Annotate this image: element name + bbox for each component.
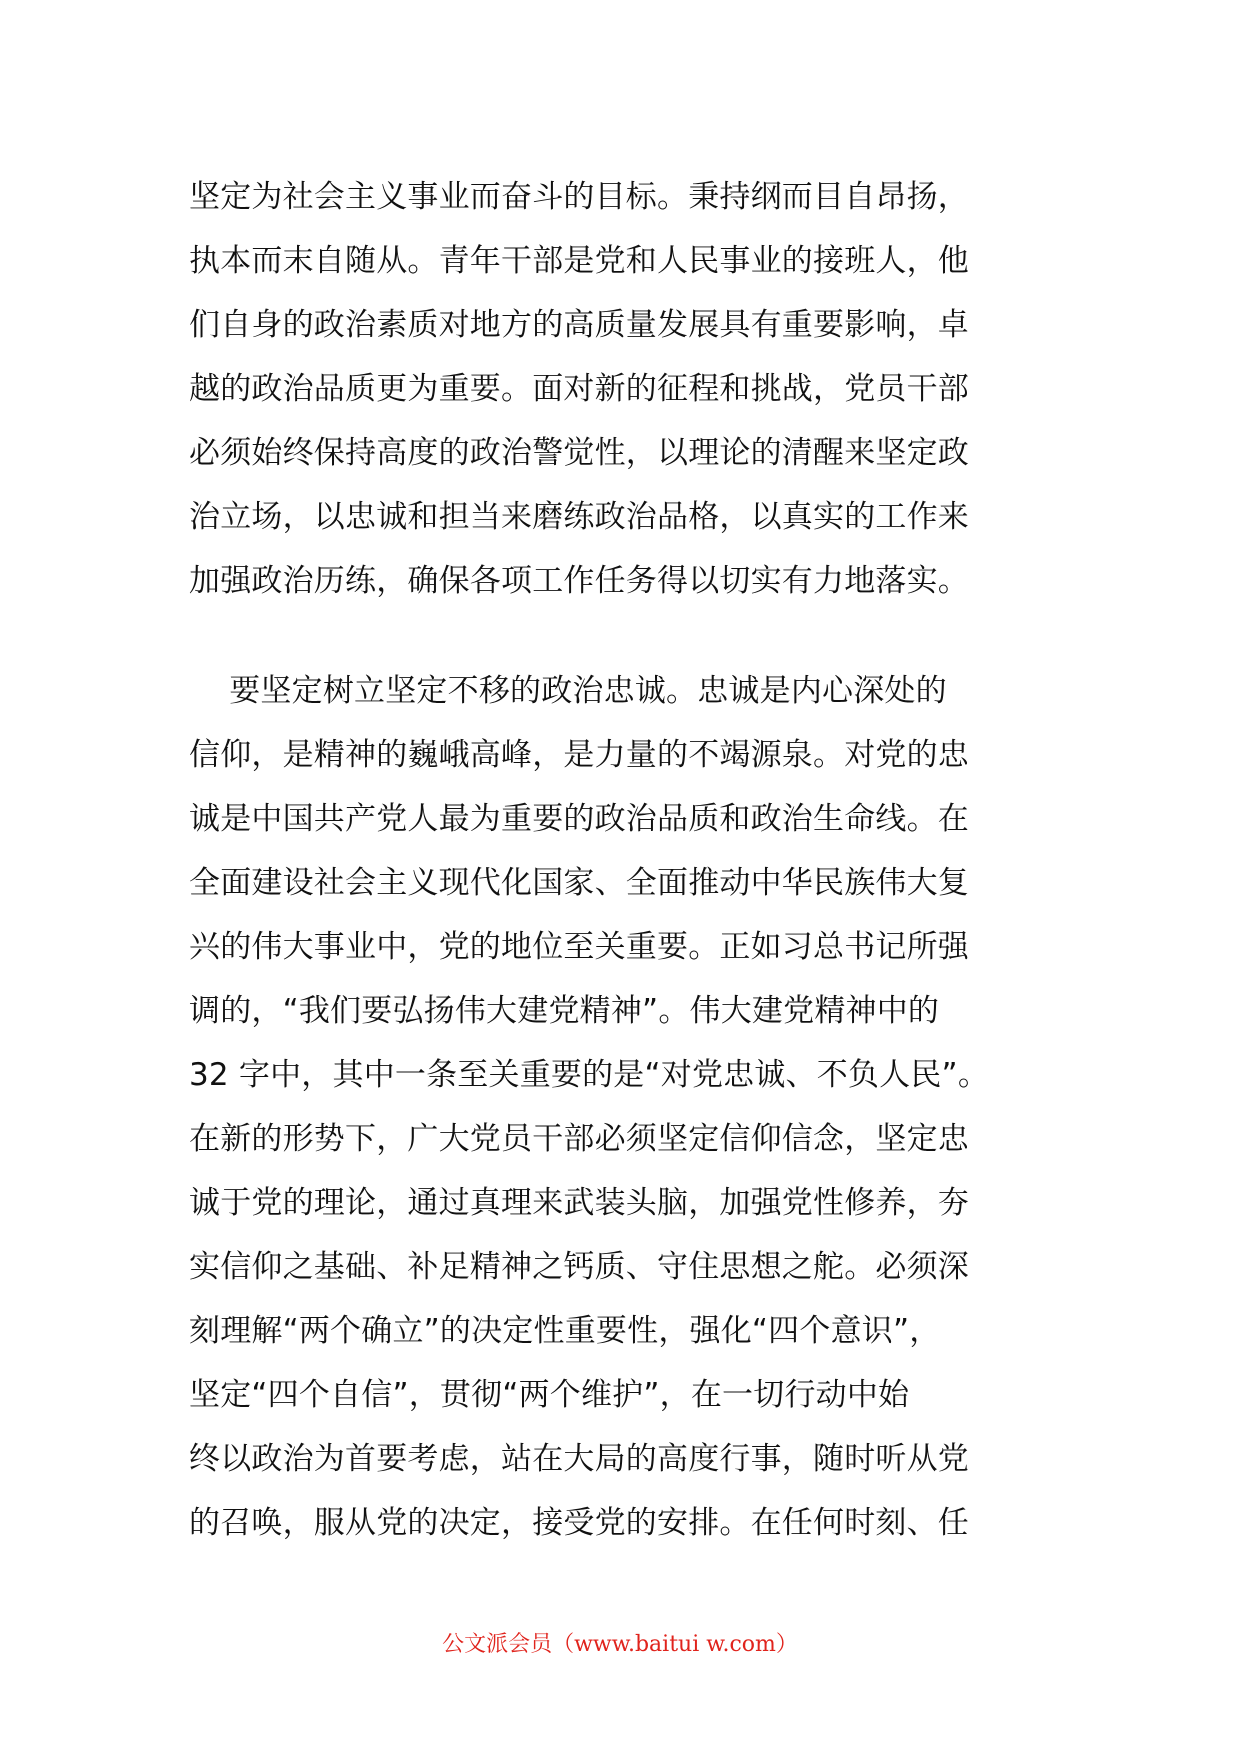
paragraph-2	[189, 659, 1089, 1555]
text-line: 治立场，以忠诚和担当来磨练政治品格，以真实的工作来	[189, 499, 969, 535]
text-line: 兴的伟大事业中，党的地位至关重要。正如习总书记所强	[189, 929, 969, 965]
text-line: 坚定“四个自信”，贯彻“两个维护”，在一切行动中始	[189, 1377, 910, 1413]
footer-watermark: 公文派会员（www.baitui w.com）	[442, 1632, 798, 1657]
text-line: 实信仰之基础、补足精神之钙质、守住思想之舵。必须深	[189, 1249, 969, 1285]
paragraph-1	[189, 165, 1089, 613]
text-line: 诚是中国共产党人最为重要的政治品质和政治生命线。在	[189, 801, 969, 837]
text-line: 越的政治品质更为重要。面对新的征程和挑战，党员干部	[189, 371, 969, 407]
text-line: 诚于党的理论，通过真理来武装头脑，加强党性修养，夯	[189, 1185, 969, 1221]
text-line: 在新的形势下，广大党员干部必须坚定信仰信念，坚定忠	[189, 1121, 969, 1157]
text-line: 加强政治历练，确保各项工作任务得以切实有力地落实。	[189, 563, 969, 599]
text-line: 全面建设社会主义现代化国家、全面推动中华民族伟大复	[189, 865, 969, 901]
text-line: 要坚定树立坚定不移的政治忠诚。忠诚是内心深处的	[189, 673, 947, 709]
text-line: 必须始终保持高度的政治警觉性，以理论的清醒来坚定政	[189, 435, 969, 471]
text-line: 的召唤，服从党的决定，接受党的安排。在任何时刻、任	[189, 1505, 969, 1541]
text-line: 坚定为社会主义事业而奋斗的目标。秉持纲而目自昂扬，	[189, 179, 969, 215]
text-line: 们自身的政治素质对地方的高质量发展具有重要影响，卓	[189, 307, 969, 343]
text-line: 信仰，是精神的巍峨高峰，是力量的不竭源泉。对党的忠	[189, 737, 969, 773]
text-line: 执本而末自随从。青年干部是党和人民事业的接班人，他	[189, 243, 969, 279]
text-line: 终以政治为首要考虑，站在大局的高度行事，随时听从党	[189, 1441, 969, 1477]
text-line: 32 字中，其中一条至关重要的是“对党忠诚、不负人民”。	[189, 1057, 990, 1093]
paragraph-spacer	[189, 613, 1089, 659]
document-body	[189, 165, 1089, 1555]
text-line: 刻理解“两个确立”的决定性重要性，强化“四个意识”，	[189, 1313, 941, 1349]
text-line: 调的，“我们要弘扬伟大建党精神”。伟大建党精神中的	[189, 993, 940, 1029]
